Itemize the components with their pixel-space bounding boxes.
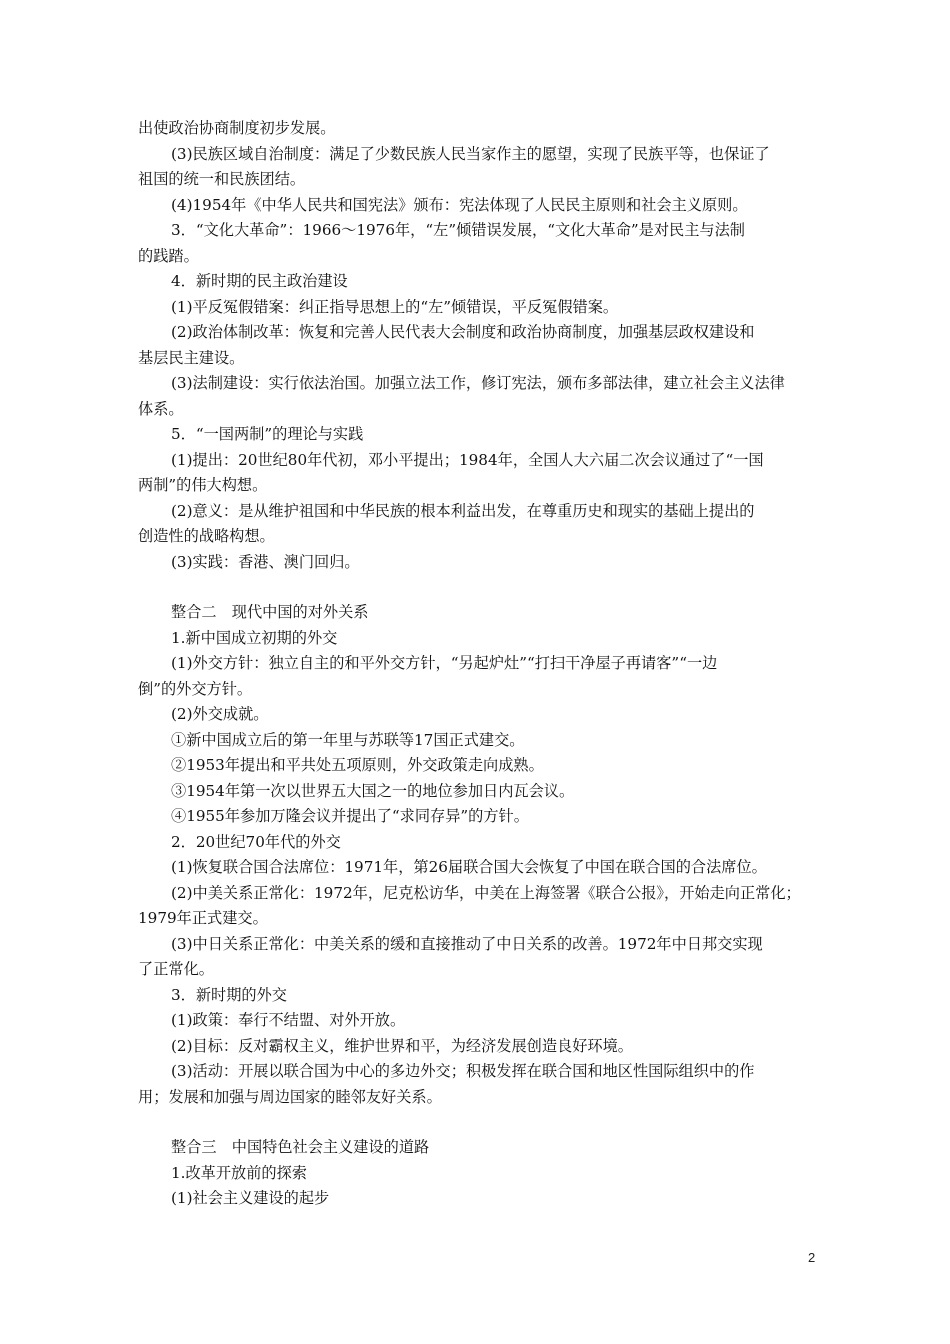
text-line: ③1954年第一次以世界五大国之一的地位参加日内瓦会议。 [171, 781, 575, 800]
text-line: (2)目标：反对霸权主义，维护世界和平，为经济发展创造良好环境。 [171, 1036, 633, 1055]
text-line: ②1953年提出和平共处五项原则，外交政策走向成熟。 [171, 756, 544, 774]
text-line: (3)实践：香港、澳门回归。 [171, 552, 360, 571]
text-line: (1)恢复联合国合法席位：1971年，第26届联合国大会恢复了中国在联合国的合法席位。 [171, 858, 767, 876]
text-line: (3)民族区域自治制度：满足了少数民族人民当家作主的愿望，实现了民族平等，也保证了 [171, 144, 770, 163]
text-line: (1)提出：20世纪80年代初，邓小平提出；1984年，全国人大六届二次会议通过了“一国 [171, 450, 764, 469]
text-line: 了正常化。 [138, 960, 214, 978]
text-line: 倒”的外交方针。 [138, 679, 253, 698]
text-line: (3)法制建设：实行依法治国。加强立法工作，修订宪法，颁布多部法律，建立社会主义法律 [171, 374, 785, 392]
text-line: (1)政策：奉行不结盟、对外开放。 [171, 1011, 406, 1029]
text-line: 体系。 [138, 399, 184, 418]
text-line: 用；发展和加强与周边国家的睦邻友好关系。 [138, 1087, 442, 1106]
paragraph-gap [138, 1110, 820, 1135]
text-line: 祖国的统一和民族团结。 [138, 170, 306, 188]
paragraph-gap [138, 575, 820, 600]
text-line: 的践踏。 [138, 246, 199, 265]
text-line: (2)意义：是从维护祖国和中华民族的根本利益出发，在尊重历史和现实的基础上提出的 [171, 501, 755, 520]
text-line: 两制”的伟大构想。 [138, 476, 268, 494]
text-line: 出使政治协商制度初步发展。 [138, 119, 336, 137]
text-line: ④1955年参加万隆会议并提出了“求同存异”的方针。 [171, 807, 529, 825]
text-line: (3)活动：开展以联合国为中心的多边外交；积极发挥在联合国和地区性国际组织中的作 [171, 1062, 755, 1080]
text-line: (2)外交成就。 [171, 705, 269, 723]
text-line: 基层民主建设。 [138, 348, 245, 367]
text-line: 创造性的战略构想。 [138, 527, 275, 545]
text-line: (2)中美关系正常化：1972年，尼克松访华，中美在上海签署《联合公报》，开始走向正常化； [171, 883, 801, 902]
text-line: 1.改革开放前的探索 [171, 1163, 307, 1182]
text-line: (4)1954年《中华人民共和国宪法》颁布：宪法体现了人民民主原则和社会主义原则。 [171, 195, 748, 214]
text-line: 3．新时期的外交 [171, 985, 287, 1004]
text-line: (2)政治体制改革：恢复和完善人民代表大会制度和政治协商制度，加强基层政权建设和 [171, 323, 755, 341]
text-line: (1)外交方针：独立自主的和平外交方针，“另起炉灶”“打扫干净屋子再请客”“一边 [171, 654, 718, 672]
text-line: ①新中国成立后的第一年里与苏联等17国正式建交。 [171, 730, 525, 749]
text-line: 4．新时期的民主政治建设 [171, 272, 348, 290]
text-line: 2．20世纪70年代的外交 [171, 832, 341, 851]
text-line: (1)社会主义建设的起步 [171, 1189, 330, 1207]
text-line: 1.新中国成立初期的外交 [171, 628, 338, 647]
text-line: 5．“一国两制”的理论与实践 [171, 425, 364, 443]
text-line: 3．“文化大革命”：1966～1976年，“左”倾错误发展，“文化大革命”是对民主与法制 [171, 221, 745, 239]
page-number: 2 [808, 1250, 816, 1265]
text-line: (1)平反冤假错案：纠正指导思想上的“左”倾错误，平反冤假错案。 [171, 297, 619, 316]
text-line: (3)中日关系正常化：中美关系的缓和直接推动了中日关系的改善。1972年中日邦交实现 [171, 934, 763, 953]
text-line: 整合三 中国特色社会主义建设的道路 [171, 1138, 430, 1156]
text-line: 1979年正式建交。 [138, 909, 268, 927]
document-body [138, 116, 820, 1212]
text-line: 整合二 现代中国的对外关系 [171, 603, 369, 621]
